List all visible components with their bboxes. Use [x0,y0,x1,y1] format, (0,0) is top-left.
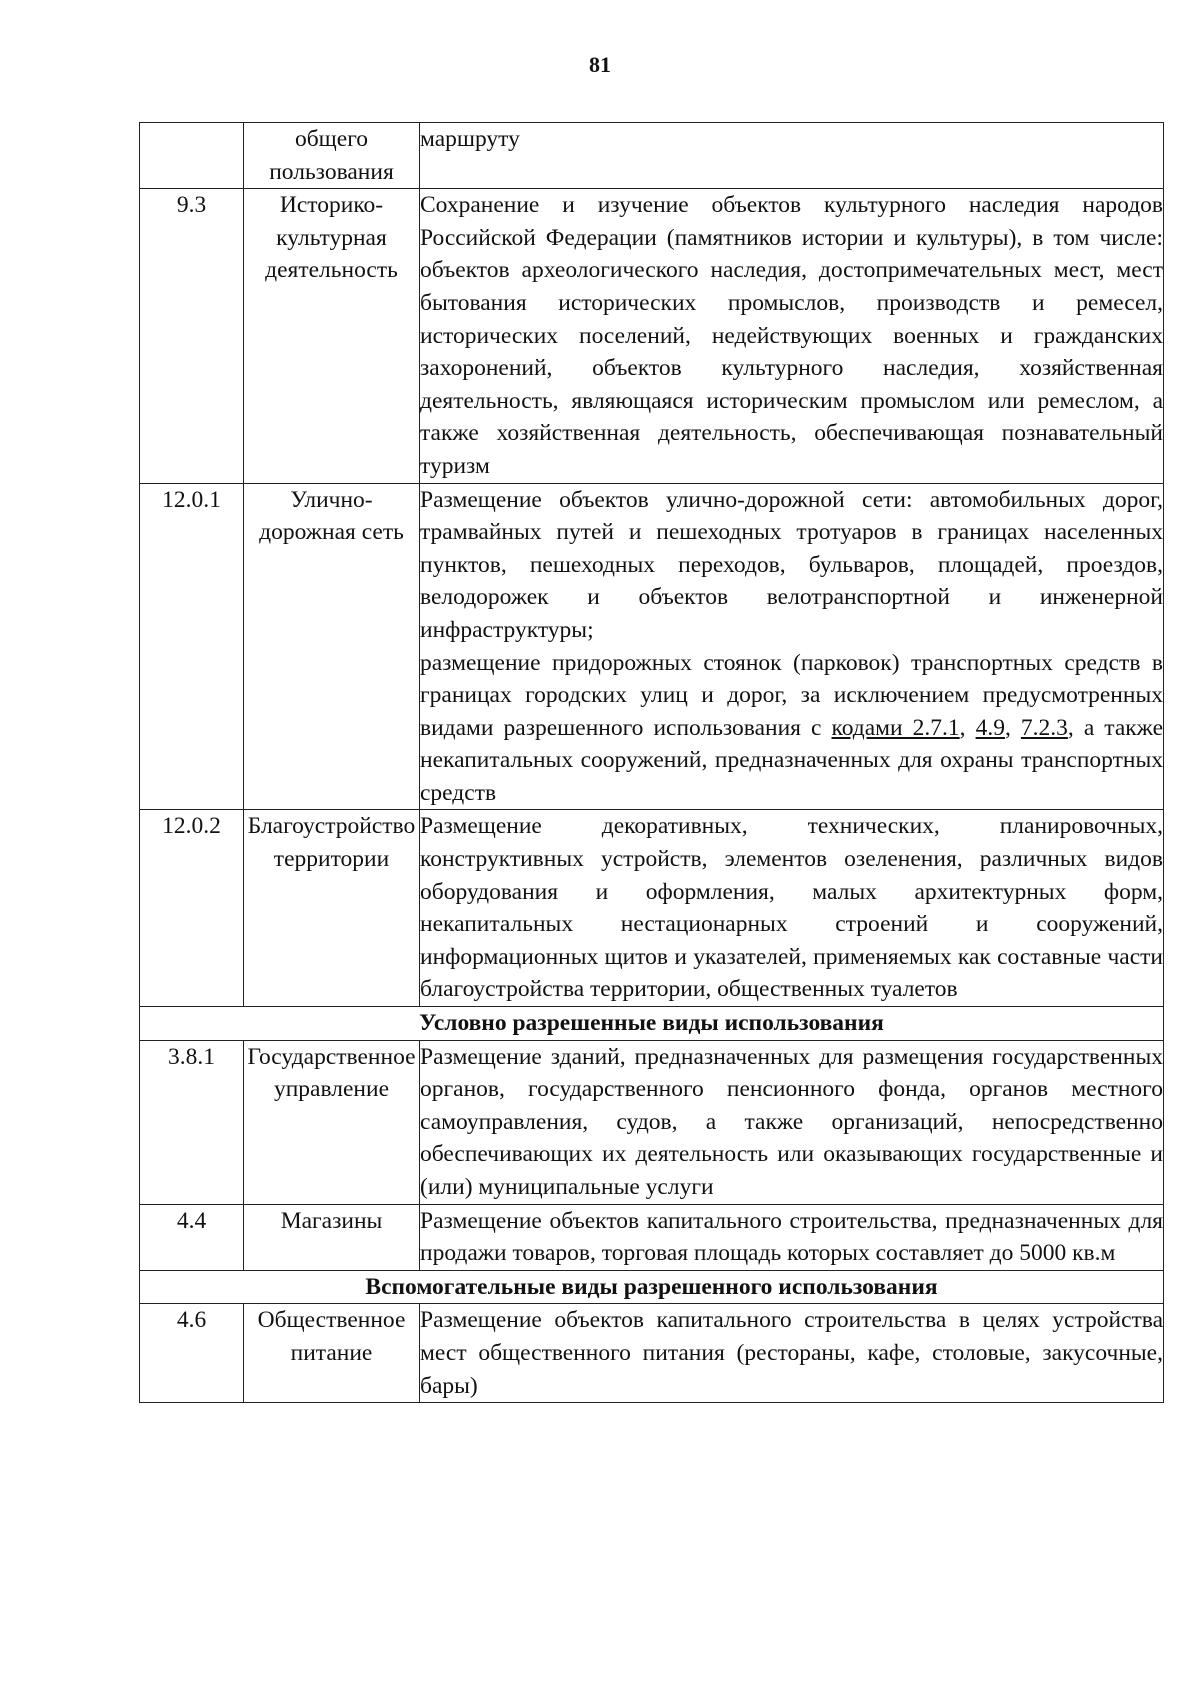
row-code: 4.6 [140,1304,244,1403]
row-name: Общественное питание [244,1304,420,1403]
row-description: Размещение зданий, предназначенных для размещения государственных органов, государственного пенсионного фонда, органов местного самоуправления, судов, а также организаций, непосредственно обеспечивающих их деятельность или оказывающих государственные и (или) муниципальные услуги [420,1040,1164,1204]
row-name: Благоустройство территории [244,810,420,1007]
land-use-table [139,122,1164,1403]
row-name: Историко-культурная деятельность [244,189,420,483]
row-description: Размещение объектов капитального строительства в целях устройства мест общественного питания (рестораны, кафе, столовые, закусочные, бары) [420,1304,1164,1403]
row-code: 3.8.1 [140,1040,244,1204]
row-name: Государственное управление [244,1040,420,1204]
table-row [140,1204,1164,1270]
section-row [140,1270,1164,1304]
table-row [140,483,1164,810]
table-row [140,810,1164,1007]
section-heading-auxiliary: Вспомогательные виды разрешенного использования [140,1270,1164,1304]
code-4-9-link[interactable]: 4.9 [975,714,1005,741]
row-code: 12.0.1 [140,483,244,810]
table-row [140,123,1164,189]
table-row [140,189,1164,483]
description-text: размещение придорожных стоянок (парковок) транспортных средств в границах городских улиц и дорог, за исключением предусмотренных видами разрешенного использования с [420,649,1163,741]
section-row [140,1007,1164,1041]
row-description: Размещение декоративных, технических, планировочных, конструктивных устройств, элементов озеленения, различных видов оборудования и оформления, малых архитектурных форм, некапитальных нестационарных строений и сооружений, информационных щитов и указателей, применяемых как составные части благоустройства территории, общественных туалетов [420,810,1164,1007]
table-row [140,1040,1164,1204]
section-heading-conditional: Условно разрешенные виды использования [140,1007,1164,1041]
page-number: 81 [589,52,611,77]
row-description: Размещение объектов капитального строительства, предназначенных для продажи товаров, торговая площадь которых составляет до 5000 кв.м [420,1204,1164,1270]
code-7-2-3-link[interactable]: 7.2.3 [1020,714,1068,741]
row-name: общего пользования [244,123,420,189]
description-paragraph: размещение придорожных стоянок (парковок) транспортных средств в границах городских улиц и дорог, за исключением предусмотренных видами разрешенного использования с кодами 2.7.1, 4.9, 7.2.3, а также некапитальных сооружений, предназначенных для охраны транспортных средств [420,649,1164,806]
description-text: а также некапитальных сооружений, предназначенных для охраны транспортных средств [420,714,1164,806]
row-code: 12.0.2 [140,810,244,1007]
row-code: 9.3 [140,189,244,483]
row-description [420,483,1164,810]
row-description: Сохранение и изучение объектов культурного наследия народов Российской Федерации (памятников истории и культуры), в том числе: объектов археологического наследия, достопримечательных мест, мест бытования исторических промыслов, производств и ремесел, исторических поселений, недействующих военных и гражданских захоронений, объектов культурного наследия, хозяйственная деятельность, являющаяся историческим промыслом или ремеслом, а также хозяйственная деятельность, обеспечивающая познавательный туризм [420,189,1164,483]
row-name: Улично-дорожная сеть [244,483,420,810]
codes-link[interactable]: кодами 2.7.1 [831,714,960,741]
table-row [140,1304,1164,1403]
row-description: маршруту [420,123,1164,189]
description-paragraph: Размещение объектов улично-дорожной сети: автомобильных дорог, трамвайных путей и пешеходных тротуаров в границах населенных пунктов, пешеходных переходов, бульваров, площадей, проездов, велодорожек и объектов велотранспортной и инженерной инфраструктуры; [420,486,1163,643]
row-code [140,123,244,189]
row-name: Магазины [244,1204,420,1270]
row-code: 4.4 [140,1204,244,1270]
